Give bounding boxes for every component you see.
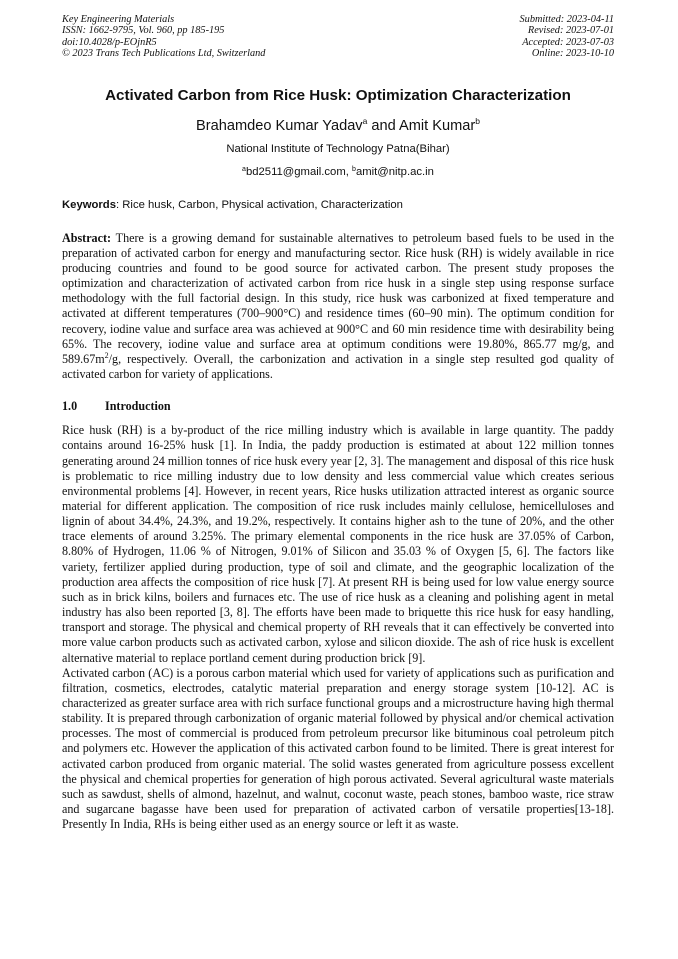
email-b-mark: b bbox=[352, 165, 356, 173]
email-a-mark: a bbox=[242, 165, 246, 173]
author-connector: and bbox=[367, 117, 399, 134]
abstract-text-end: /g, respectively. Overall, the carbonization and activation in a single step resulted god quality of activated carbon for variety of applications. bbox=[62, 351, 614, 382]
journal-name: Key Engineering Materials bbox=[62, 14, 175, 25]
keywords-label: Keywords bbox=[62, 198, 116, 211]
author-2-affil-mark: b bbox=[475, 115, 480, 126]
email-line bbox=[62, 163, 614, 179]
email-b: amit@nitp.ac.in bbox=[355, 165, 434, 178]
journal-info bbox=[62, 14, 265, 60]
abstract-superscript: 2 bbox=[104, 350, 109, 360]
revised-date: Revised: 2023-07-01 bbox=[527, 25, 614, 37]
paper-page bbox=[62, 14, 614, 832]
email-a: bd2511@gmail.com, bbox=[245, 165, 353, 178]
paper-title: Activated Carbon from Rice Husk: Optimization Characterization bbox=[105, 86, 571, 104]
author-1-affil-mark: a bbox=[362, 115, 368, 126]
section-title: Introduction bbox=[105, 399, 171, 414]
abstract-label: Abstract: bbox=[62, 230, 112, 245]
doi-line: doi:10.4028/p-EOjnR5 bbox=[62, 36, 157, 48]
abstract bbox=[62, 231, 614, 383]
keywords-text: : Rice husk, Carbon, Physical activation, Characterization bbox=[116, 198, 403, 211]
keywords bbox=[62, 198, 614, 212]
author-line bbox=[62, 112, 614, 135]
online-date: Online: 2023-10-10 bbox=[531, 48, 614, 60]
intro-paragraph-1: Rice husk (RH) is a by-product of the rice milling industry which is available in large quantity. The paddy contains around 16-25% husk [1]. In India, the paddy production is estimated at about 122 million tonnes generating around 24 million tonnes of rice husk every year [2, 3]. The management and disposal of this rice husk is problematic to rice milling industry due to low density and less commercial value which creates serious environmental problems [4]. However, in recent years, Rice husks utilization attracted interest as organic source material for different application. The composition of rice rusk includes mainly cellulose, hemicelluloses and lignin of about 34.4%, 24.3%, and 19.2%, respectively. It contains higher ash to the tune of 20%, and the other trace elements of around 3.25%. The primary elemental components in the rice husk are 37.05% of Carbon, 8.80% of Hydrogen, 11.06 % of Nitrogen, 9.01% of Silicon and 35.03 % of Oxygen [5, 6]. The factors like variety, fertilizer applied during production, type of soil and climate, and the geographic localization of the production area affects the composition of rice husk [7]. At present RH is being used for low value energy source such as in brick kilns, boilers and furnaces etc. The use of rice husk as a cleaning and polishing agent in metal industry has also been reported [3, 8]. The efforts have been made to briquette this rice husk for easy handling, transport and storage. The physical and chemical property of RH reveals that it can effectively be converted into more value carbon products such as activated carbon, xylose and silicon dioxide. The ash of rice husk is excellent alternative material to replace portland cement during production brick [9]. bbox=[62, 423, 614, 665]
author-2: Amit Kumar bbox=[399, 117, 476, 134]
submitted-date: Submitted: 2023-04-11 bbox=[519, 14, 614, 25]
affiliation: National Institute of Technology Patna(Bihar) bbox=[226, 142, 450, 155]
issn-line: ISSN: 1662-9795, Vol. 960, pp 185-195 bbox=[62, 25, 225, 37]
submission-dates bbox=[520, 14, 614, 60]
intro-paragraph-2: Activated carbon (AC) is a porous carbon material which used for variety of applications such as purification and filtration, cosmetics, electrodes, catalytic material preparation and energy storage system [10-12]. AC is characterized as greater surface area with rich surface functional groups and a microstructure having high thermal stability. It is prepared through carbonization of organic material followed by physical and/or chemical activation processes. The most of commercial is produced from petroleum precursor like bituminous coal petroleum pitch and polymers etc. However the application of this activated carbon found to be limited. There is great interest for activated carbon produced from organic material. The solid wastes generated from agriculture possess excellent the physical and chemical properties for generation of high porous activated. Several agricultural waste materials such as sawdust, shells of almond, hazelnut, and walnut, coconut waste, peach stones, bamboo waste, rice straw and sugarcane bagasse have been used for preparation of activated carbon of versatile properties[13-18]. Presently In India, RHs is being either used as an energy source or left it as waste. bbox=[62, 665, 614, 832]
copyright-line: © 2023 Trans Tech Publications Ltd, Switzerland bbox=[62, 48, 266, 60]
section-heading-introduction bbox=[62, 399, 614, 414]
accepted-date: Accepted: 2023-07-03 bbox=[522, 36, 614, 48]
section-number: 1.0 bbox=[62, 399, 78, 414]
author-1: Brahamdeo Kumar Yadav bbox=[196, 117, 363, 134]
abstract-text: There is a growing demand for sustainable alternatives to petroleum based fuels to be used in the preparation of activated carbon for energy and manufacturing sector. Rice husk (RH) is widely available in rice producing countries and found to be good source for activated carbon. The present study proposes the optimization and characterization of activated carbon from rice husk in a single step using response surface methodology with the full factorial design. In this study, rice husk was carbonized at fixed temperature and activated at different temperatures (700–900°C) and residence times (60–90 min). The optimum condition for recovery, iodine value and surface area was achieved at 900°C and 60 min residence time with desirability being 65%. The recovery, iodine value and surface area at optimum conditions were 19.80%, 865.77 mg/g, and 589.67m bbox=[62, 230, 614, 366]
journal-header bbox=[62, 14, 614, 60]
